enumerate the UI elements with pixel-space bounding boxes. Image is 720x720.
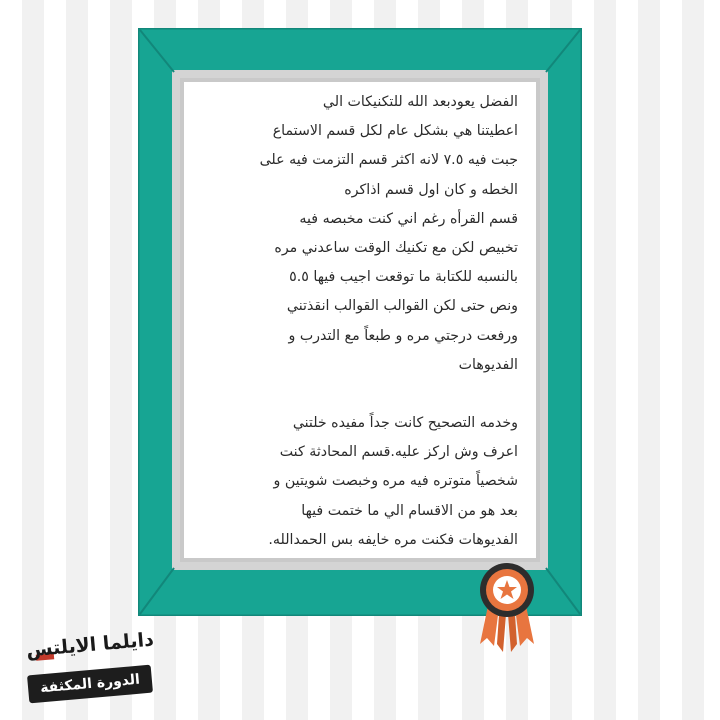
text-line: شخصياً متوتره فيه مره وخبصت شويتين و [273, 473, 518, 490]
text-line: الفديوهات فكنت مره خايفه بس الحمدالله. [268, 531, 518, 548]
testimonial-paragraph-2 [196, 409, 518, 555]
text-line: بعد هو من الاقسام الي ما ختمت فيها [301, 502, 518, 519]
text-line: ونص حتى لكن القوالب القوالب انقذتني [286, 298, 518, 315]
testimonial-paragraph-1 [196, 88, 518, 380]
logo-subtitle-bar [27, 665, 153, 704]
text-line: اعرف وش اركز عليه.قسم المحادثة كنت [279, 444, 518, 461]
paragraph-gap [196, 380, 518, 409]
text-line: الفديوهات [458, 356, 518, 373]
text-line: الخطه و كان اول قسم اذاكره [344, 181, 518, 198]
testimonial-paper [184, 82, 536, 558]
text-line: الفضل يعودبعد الله للتكنيكات الي [322, 94, 518, 110]
brand-logo [22, 628, 158, 710]
text-line: ورفعت درجتي مره و طبعاً مع التدرب و [288, 327, 518, 344]
text-line: تخبيص لكن مع تكنيك الوقت ساعدني مره [274, 240, 518, 257]
logo-subtitle: الدورة المكثفة [39, 671, 141, 697]
text-line: اعطيتنا هي بشكل عام لكل قسم الاستماع [272, 123, 518, 140]
picture-frame [138, 28, 582, 616]
text-line: وخدمه التصحيح كانت جداً مفيده خلتني [292, 415, 518, 432]
award-rosette-icon [476, 562, 538, 654]
text-line: بالنسبه للكتابة ما توقعت اجيب فيها ٥.٥ [289, 269, 518, 286]
logo-title: دايلما الايلتس [25, 628, 155, 662]
text-line: قسم القرأه رغم اني كنت مخبصه فيه [299, 210, 518, 227]
text-line: جبت فيه ٧.٥ لانه اكثر قسم التزمت فيه على [259, 152, 518, 169]
